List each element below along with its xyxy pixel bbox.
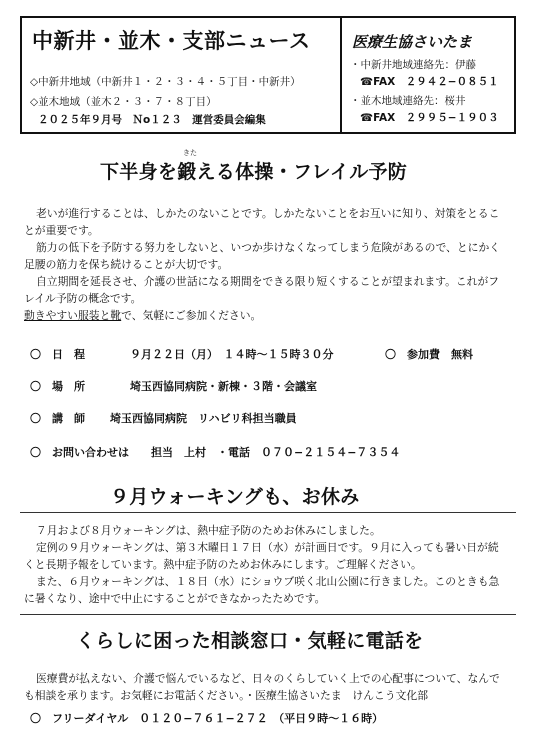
paragraph: も相談を承ります。お気軽にお電話ください。・医療生協さいたま けんこう文化部 [24, 689, 429, 702]
newsletter-title: 中新井・並木・支部ニュース [32, 29, 311, 53]
article-3-body [24, 670, 500, 704]
paragraph: に暑くなり、途中で中止にすることができなかったためです。 [24, 592, 326, 605]
date-value: ９月２２日（月） １４時〜１５時３０分 [130, 348, 334, 361]
rule-bottom [20, 614, 516, 615]
article-2-body [24, 522, 499, 607]
lecturer-label: 〇 講 師 [30, 412, 85, 425]
issue-info: ２０２５年９月号 Ｎo１２３ 運営委員会編集 [38, 114, 266, 126]
area-1: ◇中新井地域（中新井１・２・３・４・５丁目・中新井） [30, 76, 301, 88]
paragraph: また、６月ウォーキングは、１８日（水）にショウブ咲く北山公園に行きました。このときも急 [36, 575, 500, 588]
rule-top [20, 512, 516, 513]
article-1-body [24, 205, 500, 324]
paragraph: 医療費が払えない、介護で悩んでいるなど、日々のくらしていく上での心配事について、なんで [36, 672, 500, 685]
paragraph-tail: で、気軽にご参加ください。 [121, 309, 262, 322]
title-ruby: きた [183, 149, 197, 157]
paragraph: とが重要です。 [24, 224, 99, 237]
contact-2-fax: ☎FAX ２９９５−１９０３ [360, 112, 499, 124]
article-1-title: 下半身を鍛える体操・フレイル予防 [100, 161, 408, 183]
article-3-title: くらしに困った相談窓口・気軽に電話を [76, 630, 424, 652]
paragraph: ７月および８月ウォーキングは、熱中症予防のためお休みにしました。 [36, 524, 381, 537]
paragraph: 定例の９月ウォーキングは、第３木曜日１７日（水）が計画日です。９月に入っても暑い日が続 [36, 541, 499, 554]
place-label: 〇 場 所 [30, 380, 85, 393]
org-name: 医療生協さいたま [352, 33, 473, 51]
date-label: 〇 日 程 [30, 348, 85, 361]
paragraph: くと長期予報をしています。熱中症予防のためお休みにします。ご理解ください。 [24, 558, 422, 571]
paragraph: 自立期間を延長させ、介護の世話になる期間をできる限り短くすることが望まれます。これがフ [36, 275, 500, 288]
article-2-title: ９月ウォーキングも、お休み [110, 486, 360, 508]
paragraph: 老いが進行することは、しかたのないことです。しかたないことをお互いに知り、対策をとるこ [36, 207, 500, 220]
underlined-text: 動きやすい服装と靴 [24, 309, 122, 322]
freedial: 〇 フリーダイヤル ０１２０−７６１−２７２ （平日９時〜１６時） [30, 712, 384, 725]
paragraph: 筋力の低下を予防する努力をしないと、いつか歩けなくなってしまう危険があるので、とにかく [36, 241, 501, 254]
place-value: 埼玉西協同病院・新棟・３階・会議室 [130, 380, 317, 393]
area-2: ◇並木地域（並木２・３・７・８丁目） [30, 96, 217, 108]
inquiry: 〇 お問い合わせは 担当 上村 ・電話 ０７０−２１５４−７３５４ [30, 446, 401, 459]
header-divider [340, 16, 342, 134]
fee: 〇 参加費 無料 [385, 348, 473, 361]
contact-2-label: ・並木地域連絡先：桜井 [350, 95, 466, 107]
contact-1-label: ・中新井地域連絡先：伊藤 [350, 59, 476, 71]
paragraph: 足腰の筋力を保ち続けることが大切です。 [24, 258, 229, 271]
contact-1-fax: ☎FAX ２９４２−０８５１ [360, 76, 499, 88]
paragraph: レイル予防の概念です。 [24, 292, 142, 305]
lecturer-value: 埼玉西協同病院 リハビリ科担当職員 [110, 412, 297, 425]
